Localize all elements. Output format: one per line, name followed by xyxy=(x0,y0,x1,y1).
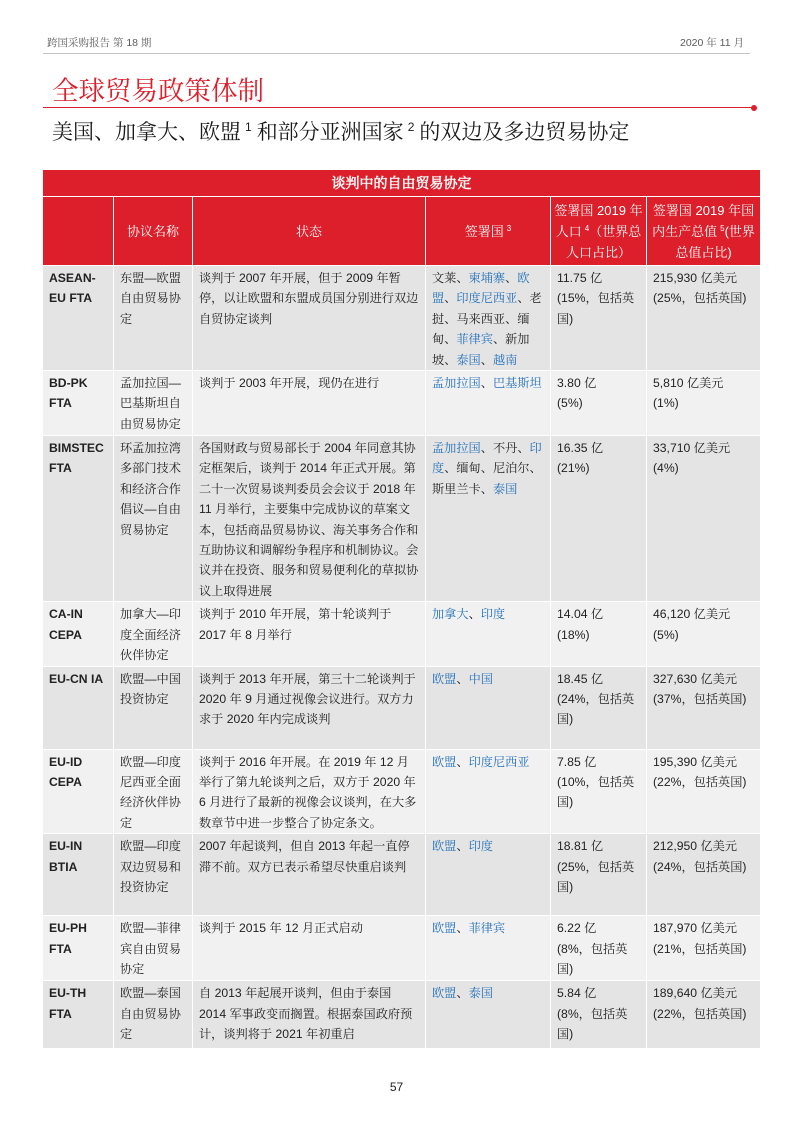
list-separator: 、 xyxy=(480,441,493,456)
agreement-name: 欧盟—泰国自由贸易协定 xyxy=(114,981,193,1049)
column-header-gdp-label xyxy=(650,200,757,263)
agreement-row-eu-ph-fta xyxy=(43,916,760,981)
agreement-name: 欧盟—印度尼西亚全面经济伙伴协定 xyxy=(114,750,193,835)
signatory-country: 新加坡 xyxy=(432,332,530,367)
section-subtitle xyxy=(52,118,629,148)
list-separator: 、 xyxy=(456,754,469,769)
gdp-cell xyxy=(647,602,760,666)
population-value: 18.81 亿 xyxy=(557,839,604,854)
signatory-country[interactable]: 欧盟 xyxy=(432,839,457,854)
gdp-cell xyxy=(647,916,760,981)
agreement-code: EU-IN BTIA xyxy=(43,834,114,916)
gdp-share: (5%) xyxy=(653,627,679,642)
agreement-row-asean-eu-fta xyxy=(43,266,760,371)
list-separator: 、 xyxy=(468,607,481,622)
population-share: (24%，包括英国) xyxy=(557,691,635,727)
signatories-cell xyxy=(426,750,551,835)
footnote-ref-1: 1 xyxy=(245,120,252,134)
list-separator: 、 xyxy=(517,291,530,306)
gdp-value: 195,390 亿美元 xyxy=(653,754,738,769)
page-number: 57 xyxy=(389,1080,404,1094)
list-separator: 、 xyxy=(456,671,469,686)
gdp-value: 327,630 亿美元 xyxy=(653,671,738,686)
population-share: (25%，包括英国) xyxy=(557,859,635,894)
population-cell xyxy=(551,667,647,750)
gdp-share: (22%，包括英国) xyxy=(653,774,747,789)
report-date: 2020 年 11 月 xyxy=(679,37,744,49)
population-value: 18.45 亿 xyxy=(557,671,604,686)
column-header-signatories-label xyxy=(465,221,511,242)
population-value: 14.04 亿 xyxy=(557,607,604,622)
agreement-code: EU-CN IA xyxy=(43,667,114,750)
list-separator: 、 xyxy=(505,271,518,285)
gdp-label-after: (世界总值占比) xyxy=(675,223,755,260)
population-cell xyxy=(551,750,647,835)
signatories-cell xyxy=(426,436,551,602)
subtitle-text-part3: 的双边及多边贸易协定 xyxy=(419,121,630,144)
signatory-country: 尼泊尔 xyxy=(492,461,530,476)
signatory-country[interactable]: 欧盟 xyxy=(432,671,457,686)
list-separator: 、 xyxy=(456,271,469,285)
agreement-name: 东盟—欧盟自由贸易协定 xyxy=(114,266,193,371)
column-header-signatories xyxy=(426,197,551,266)
population-label-after: （世界总人口占比） xyxy=(565,223,642,260)
agreement-status: 谈判于 2015 年 12 月正式启动 xyxy=(193,916,426,981)
gdp-cell xyxy=(647,371,760,436)
gdp-share: (1%) xyxy=(653,396,679,411)
signatory-country[interactable]: 欧盟 xyxy=(432,921,457,936)
signatory-country[interactable]: 巴基斯坦 xyxy=(492,376,542,391)
table-header-row xyxy=(43,197,760,266)
agreement-status: 各国财政与贸易部长于 2004 年同意其协定框架后，谈判于 2014 年正式开展。第二十一次贸易谈判委员会会议于 2018 年 11 月举行，主要集中完成协议的草案文本，包括商品贸易协议、海关事务合作和互助协议和调解纷争程序和机制协议。会议并在投资、服务和贸易便利化的草拟协议上取得进展 xyxy=(193,436,426,602)
agreement-status: 谈判于 2003 年开展，现仍在进行 xyxy=(193,371,426,436)
population-share: (8%，包括英国) xyxy=(557,1006,628,1041)
list-separator: 、 xyxy=(444,291,457,306)
gdp-share: (4%) xyxy=(653,461,679,476)
list-separator: 、 xyxy=(480,352,493,367)
signatory-country[interactable]: 泰国 xyxy=(456,352,481,367)
gdp-cell xyxy=(647,436,760,602)
signatory-country: 缅甸 xyxy=(456,461,481,476)
gdp-value: 215,930 亿美元 xyxy=(653,271,738,285)
agreement-code: CA-IN CEPA xyxy=(43,602,114,666)
signatory-country[interactable]: 印度 xyxy=(480,607,506,622)
agreement-row-eu-in-btia xyxy=(43,834,760,916)
population-value: 3.80 亿 xyxy=(557,376,597,391)
list-separator: 、 xyxy=(444,332,457,347)
footnote-ref-3: 3 xyxy=(506,223,512,233)
population-cell xyxy=(551,371,647,436)
agreement-status: 谈判于 2007 年开展，但于 2009 年暂停，以让欧盟和东盟成员国分别进行双边自贸协定谈判 xyxy=(193,266,426,371)
gdp-value: 189,640 亿美元 xyxy=(653,986,738,1001)
footnote-ref-2: 2 xyxy=(407,120,415,134)
signatory-country[interactable]: 欧盟 xyxy=(432,754,457,769)
population-cell xyxy=(551,834,647,916)
gdp-cell xyxy=(647,266,760,371)
report-issue: 跨国采购报告 第 18 期 xyxy=(47,37,152,49)
column-header-population xyxy=(551,197,647,266)
column-header-name-label: 协议名称 xyxy=(126,223,179,239)
gdp-value: 212,950 亿美元 xyxy=(653,839,738,854)
signatory-country[interactable]: 孟加拉国 xyxy=(432,441,481,456)
population-cell xyxy=(551,602,647,666)
column-header-population-label xyxy=(554,200,643,263)
population-cell xyxy=(551,436,647,602)
signatory-country: 斯里兰卡 xyxy=(432,481,481,496)
list-separator: 、 xyxy=(517,441,530,456)
list-separator: 、 xyxy=(456,921,469,936)
signatories-cell xyxy=(426,266,551,371)
population-share: (5%) xyxy=(557,396,583,411)
gdp-share: (21%，包括英国) xyxy=(653,941,747,956)
population-value: 6.22 亿 xyxy=(557,921,597,936)
table-body xyxy=(43,266,760,1049)
agreement-name: 环孟加拉湾多部门技术和经济合作倡议—自由贸易协定 xyxy=(114,436,193,602)
population-share: (10%，包括英国) xyxy=(557,774,635,810)
fta-table xyxy=(43,170,760,1049)
signatory-country[interactable]: 中国 xyxy=(468,671,493,686)
signatory-country[interactable]: 孟加拉国 xyxy=(432,376,481,391)
signatories-cell xyxy=(426,834,551,916)
agreement-status: 谈判于 2016 年开展。在 2019 年 12 月举行了第九轮谈判之后，双方于 2020 年 6 月进行了最新的视像会议谈判，在大多数章节中进一步整合了协定条文。 xyxy=(193,750,426,835)
running-header xyxy=(43,34,750,54)
agreement-row-bimstec-fta xyxy=(43,436,760,602)
signatory-country[interactable]: 印度尼西亚 xyxy=(456,291,518,306)
agreement-row-bd-pk-fta xyxy=(43,371,760,436)
column-header-code xyxy=(43,197,114,266)
title-rule-dot xyxy=(751,105,757,111)
signatory-country[interactable]: 越南 xyxy=(492,352,518,367)
signatory-country[interactable]: 泰国 xyxy=(468,986,493,1001)
gdp-value: 187,970 亿美元 xyxy=(653,921,738,936)
signatory-country[interactable]: 欧盟 xyxy=(432,271,530,306)
table-title-row xyxy=(43,170,760,197)
agreement-status: 谈判于 2013 年开展，第三十二轮谈判于 2020 年 9 月通过视像会议进行。双方力求于 2020 年内完成谈判 xyxy=(193,667,426,750)
signatory-country[interactable]: 菲律宾 xyxy=(468,921,506,936)
gdp-cell xyxy=(647,981,760,1049)
agreement-code: EU-ID CEPA xyxy=(43,750,114,835)
population-value: 11.75 亿 xyxy=(557,271,603,285)
gdp-label-text: 签署国 2019 年国内生产总值 xyxy=(652,202,755,239)
section-title: 全球贸易政策体制 xyxy=(52,76,264,106)
footnote-ref-5: 5 xyxy=(720,223,725,233)
agreement-name: 欧盟—印度双边贸易和投资协定 xyxy=(114,834,193,916)
list-separator: 、 xyxy=(444,461,457,476)
agreement-name: 孟加拉国—巴基斯坦自由贸易协定 xyxy=(114,371,193,436)
gdp-value: 33,710 亿美元 xyxy=(653,441,731,456)
population-cell xyxy=(551,266,647,371)
signatories-label-text: 签署国 xyxy=(464,223,504,239)
agreement-status: 自 2013 年起展开谈判，但由于泰国 2014 军事政变而搁置。根据泰国政府预计，谈判将于 2021 年初重启 xyxy=(193,981,426,1049)
gdp-value: 5,810 亿美元 xyxy=(653,376,724,391)
population-value: 5.84 亿 xyxy=(557,986,597,1001)
agreement-row-ca-in-cepa xyxy=(43,602,760,666)
list-separator: 、 xyxy=(456,986,469,1001)
signatories-cell xyxy=(426,602,551,666)
agreement-status: 谈判于 2010 年开展，第十轮谈判于 2017 年 8 月举行 xyxy=(193,602,426,666)
list-separator: 、 xyxy=(444,311,457,326)
table-title: 谈判中的自由贸易协定 xyxy=(43,170,760,197)
gdp-share: (37%，包括英国) xyxy=(653,691,747,706)
agreement-name: 欧盟—中国投资协定 xyxy=(114,667,193,750)
gdp-cell xyxy=(647,667,760,750)
list-separator: 、 xyxy=(529,461,542,476)
list-separator: 、 xyxy=(480,461,493,476)
column-header-name xyxy=(114,197,193,266)
column-header-status-label: 状态 xyxy=(295,223,322,239)
population-value: 7.85 亿 xyxy=(557,754,597,769)
gdp-share: (22%，包括英国) xyxy=(653,1006,747,1021)
agreement-row-eu-th-fta xyxy=(43,981,760,1049)
signatory-country: 不丹 xyxy=(492,441,518,456)
agreement-code: BD-PK FTA xyxy=(43,371,114,436)
column-header-status xyxy=(193,197,426,266)
gdp-share: (24%，包括英国) xyxy=(653,859,747,874)
agreement-status: 2007 年起谈判，但自 2013 年起一直停滞不前。双方已表示希望尽快重启谈判 xyxy=(193,834,426,916)
population-share: (18%) xyxy=(557,627,590,642)
signatories-cell xyxy=(426,667,551,750)
population-share: (21%) xyxy=(557,461,590,476)
population-share: (15%，包括英国) xyxy=(557,291,635,326)
agreement-name: 欧盟—菲律宾自由贸易协定 xyxy=(114,916,193,981)
signatory-country: 马来西亚 xyxy=(456,311,506,326)
signatory-country: 文莱 xyxy=(432,271,457,285)
subtitle-text-part2: 和部分亚洲国家 xyxy=(256,121,404,144)
subtitle-text-part1: 美国、加拿大、欧盟 xyxy=(52,121,241,144)
signatory-country[interactable]: 印度 xyxy=(432,441,542,476)
population-label-text: 签署国 2019 年人口 xyxy=(554,202,643,239)
list-separator: 、 xyxy=(480,376,493,391)
signatories-cell xyxy=(426,981,551,1049)
agreement-code: EU-PH FTA xyxy=(43,916,114,981)
agreement-code: EU-TH FTA xyxy=(43,981,114,1049)
list-separator: 、 xyxy=(505,311,518,326)
signatory-country[interactable]: 印度 xyxy=(468,839,493,854)
agreement-row-eu-cn-ia xyxy=(43,667,760,750)
list-separator: 、 xyxy=(492,332,506,347)
gdp-share: (25%，包括英国) xyxy=(653,291,747,306)
gdp-cell xyxy=(647,750,760,835)
signatory-country[interactable]: 菲律宾 xyxy=(456,332,493,347)
agreement-name: 加拿大—印度全面经济伙伴协定 xyxy=(114,602,193,666)
list-separator: 、 xyxy=(444,352,457,367)
column-header-gdp xyxy=(647,197,760,266)
gdp-cell xyxy=(647,834,760,916)
title-rule xyxy=(43,107,753,108)
footnote-ref-4: 4 xyxy=(584,223,590,233)
signatory-country[interactable]: 柬埔寨 xyxy=(468,271,506,285)
list-separator: 、 xyxy=(480,481,493,496)
agreement-row-eu-id-cepa xyxy=(43,750,760,835)
signatory-country[interactable]: 欧盟 xyxy=(432,986,457,1001)
signatory-country[interactable]: 加拿大 xyxy=(432,607,469,622)
signatory-country[interactable]: 泰国 xyxy=(492,481,518,496)
signatory-country: 缅甸 xyxy=(432,311,530,347)
signatories-cell xyxy=(426,916,551,981)
list-separator: 、 xyxy=(456,839,469,854)
signatories-cell xyxy=(426,371,551,436)
population-cell xyxy=(551,916,647,981)
signatory-country: 老挝 xyxy=(432,291,542,326)
agreement-code: ASEAN-EU FTA xyxy=(43,266,114,371)
signatory-country[interactable]: 印度尼西亚 xyxy=(468,754,530,769)
population-cell xyxy=(551,981,647,1049)
gdp-value: 46,120 亿美元 xyxy=(653,607,731,622)
population-share: (8%，包括英国) xyxy=(557,941,628,976)
population-value: 16.35 亿 xyxy=(557,441,604,456)
agreement-code: BIMSTEC FTA xyxy=(43,436,114,602)
